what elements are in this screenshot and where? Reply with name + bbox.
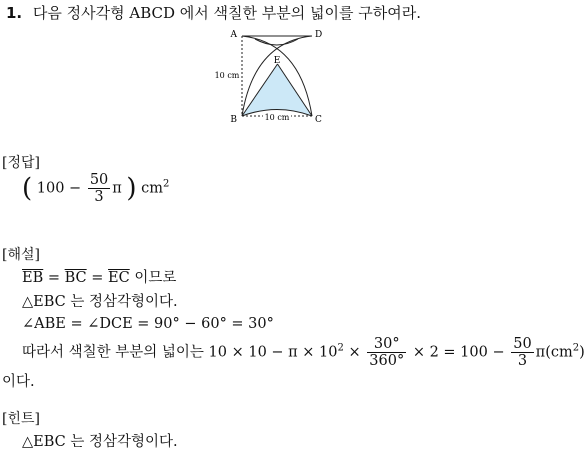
answer-expression: ( 100 − $\frac{50}{3}$ π ) $cm^2$ (22, 172, 170, 205)
explanation-header: [해설] (2, 247, 40, 263)
equals-1: = (43, 270, 65, 286)
answer-unit: cm (141, 180, 164, 197)
area-times: × (343, 344, 361, 361)
result-fraction-numerator: 50 (513, 336, 532, 352)
problem-number: 1. (6, 4, 23, 22)
label-e: E (273, 56, 281, 66)
angle-fraction-denominator: 360° (369, 353, 405, 369)
explanation-line-1-tail: 이므로 (129, 270, 177, 286)
explanation-line-4 (22, 336, 585, 369)
explanation-line-3: ∠ABE = ∠DCE = 90° − 60° = 30° (22, 316, 274, 332)
answer-numerator: 50 (89, 172, 109, 188)
explanation-line-1 (22, 266, 176, 287)
answer-unit-exp: 2 (163, 178, 170, 190)
hint-header: [힌트] (2, 411, 40, 427)
segment-ec-label: $\overline{EC}$ (108, 270, 130, 286)
answer-pi: π (112, 180, 122, 197)
label-d: D (315, 30, 323, 40)
equals-2: = (86, 270, 109, 286)
square-figure (205, 27, 330, 127)
problem-statement (6, 2, 421, 23)
shaded-region (242, 64, 312, 116)
result-unit: π(cm (535, 344, 573, 361)
side-left-length: 10 cm (214, 71, 240, 80)
segment-bc-label: $\overline{BC}$ (64, 270, 87, 286)
answer-fraction (88, 172, 110, 205)
explanation-line-5: 이다. (2, 374, 35, 390)
result-fraction-denominator: 3 (517, 353, 528, 369)
explanation-line-2: △EBC 는 정삼각형이다. (22, 294, 178, 310)
hint-text: △EBC 는 정삼각형이다. (22, 434, 178, 450)
area-expression-mid: × 2 = 100 − (412, 344, 505, 361)
answer-lead: 100 − (36, 180, 82, 197)
angle-fraction-numerator: 30° (367, 336, 406, 353)
result-fraction (511, 336, 533, 369)
label-b: B (230, 115, 237, 125)
segment-eb-label: $\overline{EB}$ (22, 270, 44, 286)
label-c: C (315, 115, 322, 125)
problem-text: 다음 정사각형 ABCD 에서 색칠한 부분의 넓이를 구하여라. (32, 4, 421, 22)
result-unit-exp: 2 (572, 342, 580, 354)
area-exponent: 2 (337, 342, 344, 354)
answer-denominator: 3 (94, 189, 104, 205)
result-close-paren: ) (579, 344, 585, 361)
area-expression-start: 따라서 색칠한 부분의 넓이는 10 × 10 − π × 10 (22, 344, 338, 361)
side-bottom-length: 10 cm (264, 113, 290, 122)
answer-header: [정답] (2, 155, 40, 171)
label-a: A (230, 30, 237, 40)
angle-fraction (367, 336, 406, 369)
